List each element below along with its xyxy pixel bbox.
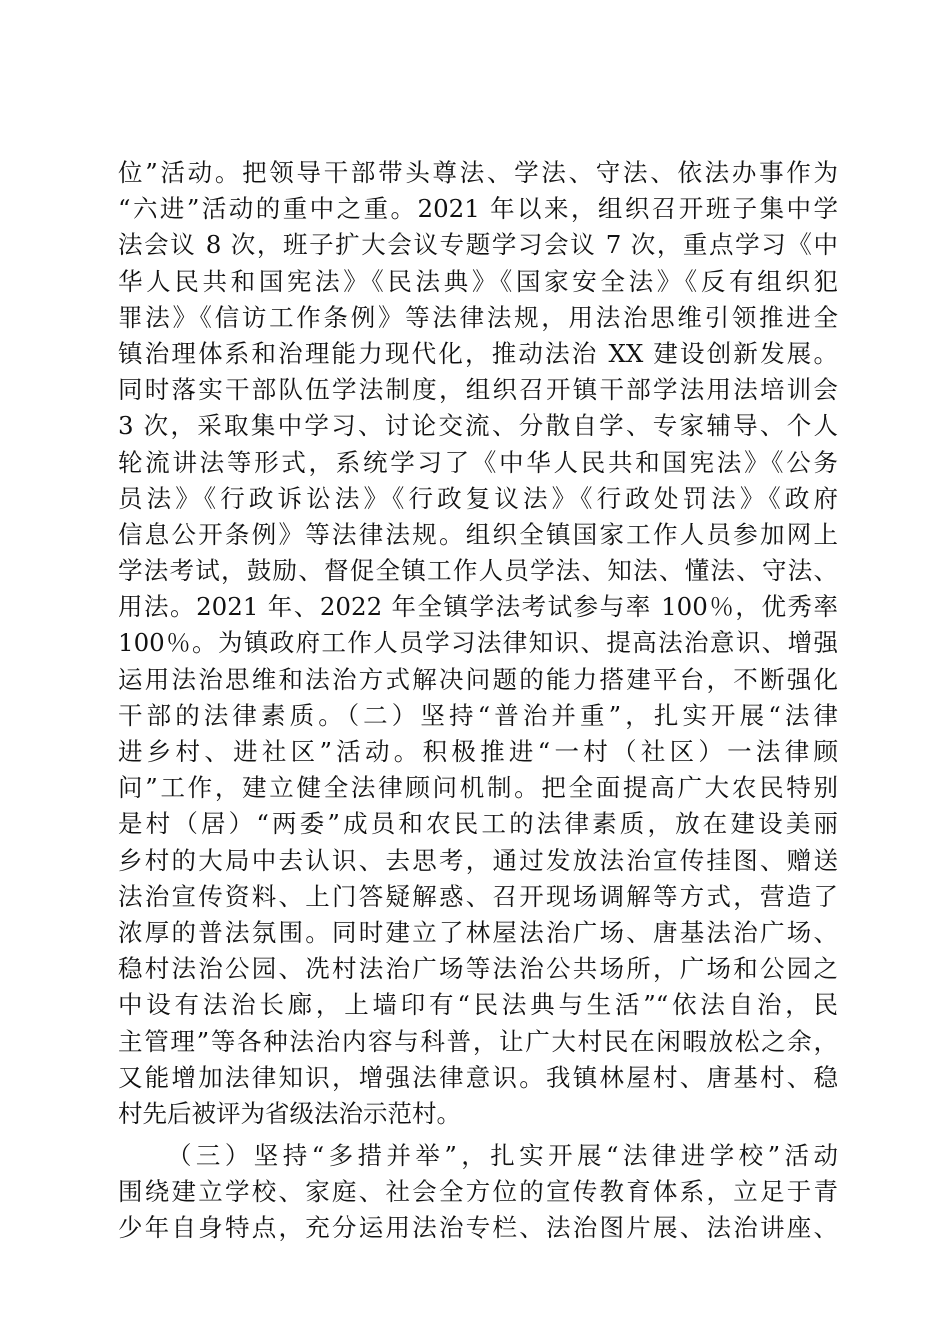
text-line: 员法》《行政诉讼法》《行政复议法》《行政处罚法》《政府	[118, 483, 838, 513]
text-line: 华人民共和国宪法》《民法典》《国家安全法》《反有组织犯	[118, 266, 838, 296]
text-line: 问”工作，建立健全法律顾问机制。把全面提高广大农民特别	[118, 773, 838, 803]
text-line: 中设有法治长廊，上墙印有“民法典与生活”“依法自治，民	[118, 990, 838, 1020]
text-line: 镇治理体系和治理能力现代化，推动法治 XX 建设创新发展。	[118, 338, 838, 368]
paragraph-1	[118, 155, 838, 1132]
text-line: 100％。为镇政府工作人员学习法律知识、提高法治意识、增强	[118, 628, 838, 658]
text-line: 3 次，采取集中学习、讨论交流、分散自学、专家辅导、个人	[118, 411, 838, 441]
text-line: 是村（居）“两委”成员和农民工的法律素质，放在建设美丽	[118, 809, 838, 839]
text-line: 稳村法治公园、冼村法治广场等法治公共场所，广场和公园之	[118, 954, 838, 984]
text-line: 罪法》《信访工作条例》等法律法规，用法治思维引领推进全	[118, 302, 838, 332]
paragraph-2	[118, 1138, 838, 1247]
text-line: 学法考试，鼓励、督促全镇工作人员学法、知法、懂法、守法、	[118, 556, 838, 586]
text-line: 乡村的大局中去认识、去思考，通过发放法治宣传挂图、赠送	[118, 845, 838, 875]
text-line: 轮流讲法等形式，系统学习了《中华人民共和国宪法》《公务	[118, 447, 838, 477]
text-line: 村先后被评为省级法治示范村。	[118, 1098, 461, 1128]
text-line: 围绕建立学校、家庭、社会全方位的宣传教育体系，立足于青	[118, 1177, 838, 1207]
text-line: 主管理”等各种法治内容与科普，让广大村民在闲暇放松之余，	[118, 1026, 838, 1056]
text-line: 同时落实干部队伍学法制度，组织召开镇干部学法用法培训会	[118, 375, 838, 405]
text-line: 进乡村、进社区”活动。积极推进“一村（社区）一法律顾	[118, 737, 838, 766]
body-text	[118, 155, 838, 1247]
text-line: 干部的法律素质。（二）坚持“普治并重”，扎实开展“法律	[118, 700, 838, 730]
text-line: 法会议 8 次，班子扩大会议专题学习会议 7 次，重点学习《中	[118, 230, 838, 260]
text-line: 用法。2021 年、2022 年全镇学法考试参与率 100％，优秀率	[118, 592, 838, 622]
text-line: （三）坚持“多措并举”，扎实开展“法律进学校”活动	[167, 1141, 838, 1171]
text-line: “六进”活动的重中之重。2021 年以来，组织召开班子集中学	[118, 194, 838, 224]
text-line: 浓厚的普法氛围。同时建立了林屋法治广场、唐基法治广场、	[118, 917, 838, 947]
text-line: 法治宣传资料、上门答疑解惑、召开现场调解等方式，营造了	[118, 881, 838, 911]
text-line: 又能增加法律知识，增强法律意识。我镇林屋村、唐基村、稳	[118, 1062, 838, 1092]
text-line: 信息公开条例》等法律法规。组织全镇国家工作人员参加网上	[118, 519, 838, 549]
text-line: 少年自身特点，充分运用法治专栏、法治图片展、法治讲座、	[118, 1213, 838, 1243]
text-line: 运用法治思维和法治方式解决问题的能力搭建平台，不断强化	[118, 664, 838, 694]
text-line: 位”活动。把领导干部带头尊法、学法、守法、依法办事作为	[118, 158, 838, 187]
